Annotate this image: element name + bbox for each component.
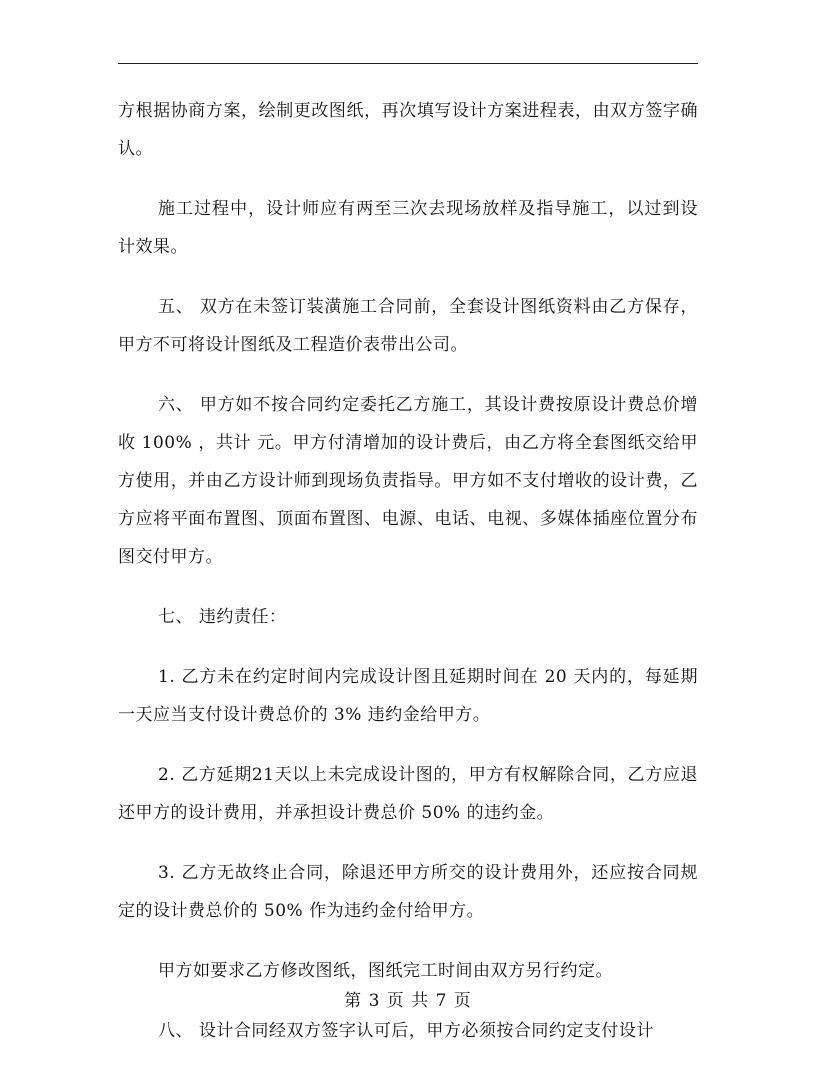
paragraph-10: 八、 设计合同经双方签字认可后，甲方必须按合同约定支付设计 bbox=[158, 1021, 654, 1041]
paragraph-2: 施工过程中，设计师应有两至三次去现场放样及指导施工，以过到设计效果。 bbox=[118, 199, 698, 257]
paragraph-5: 七、 违约责任： bbox=[158, 607, 287, 627]
paragraph-6: 1. 乙方未在约定时间内完成设计图且延期时间在 20 天内的，每延期一天应当支付设计费总价的 3% 违约金给甲方。 bbox=[118, 667, 698, 725]
document-body bbox=[118, 92, 698, 1072]
paragraph-9: 甲方如要求乙方修改图纸，图纸完工时间由双方另行约定。 bbox=[158, 961, 613, 981]
header-rule bbox=[118, 63, 698, 64]
paragraph-3: 五、 双方在未签订装潢施工合同前，全套设计图纸资料由乙方保存，甲方不可将设计图纸及工程造价表带出公司。 bbox=[118, 297, 698, 355]
paragraph-4: 六、 甲方如不按合同约定委托乙方施工，其设计费按原设计费总价增收 100% ，共计 元。甲方付清增加的设计费后，由乙方将全套图纸交给甲方使用，并由乙方设计师到现场负责指导。甲方如不支付增收的设计费，乙方应将平面布置图、顶面布置图、电源、电话、电视、多媒体插座位置分布图交付甲方。 bbox=[118, 395, 698, 567]
paragraph-1: 方根据协商方案，绘制更改图纸，再次填写设计方案进程表，由双方签字确认。 bbox=[118, 101, 698, 159]
page-number: 第 3 页 共 7 页 bbox=[344, 991, 472, 1011]
paragraph-8: 3. 乙方无故终止合同，除退还甲方所交的设计费用外，还应按合同规定的设计费总价的 50% 作为违约金付给甲方。 bbox=[118, 863, 698, 921]
paragraph-7: 2. 乙方延期21天以上未完成设计图的，甲方有权解除合同，乙方应退还甲方的设计费用，并承担设计费总价 50% 的违约金。 bbox=[118, 765, 698, 823]
